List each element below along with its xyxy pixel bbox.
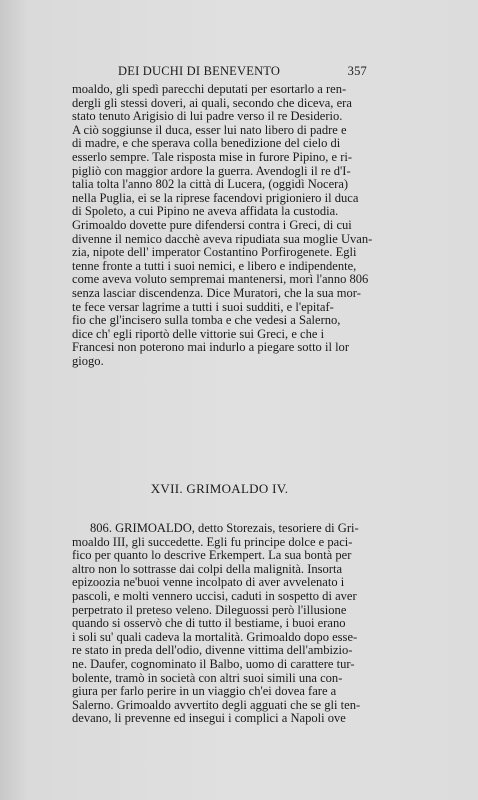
text-line: divenne il nemico dacchè aveva ripudiata sua moglie Uvan-: [72, 231, 373, 246]
text-line: pascoli, e molti vennero uccisi, caduti in sospetto di aver: [72, 588, 357, 603]
text-line: dice ch' egli riportò delle vittorie sui Greci, e che i: [72, 326, 325, 341]
text-line: nella Puglia, ei se la riprese facendovi prigioniero il duca: [72, 190, 359, 205]
text-line: stato tenuto Arigisio di lui padre verso il re Desiderio.: [72, 109, 343, 124]
text-line: pigliò con maggior ardore la guerra. Avendogli il re d'I-: [72, 163, 351, 178]
text-line: zia, nipote dell' imperator Costantino Porfirogenete. Egli: [72, 245, 357, 260]
paragraph-1: [72, 82, 373, 368]
text-line: bolente, tramò in società con altri suoi simili una con-: [72, 670, 343, 685]
text-line: esserlo sempre. Tale risposta mise in furore Pipino, e ri-: [72, 149, 353, 164]
text-line: giogo.: [72, 353, 104, 368]
text-line: come aveva voluto sempremai mantenersi, morì l'anno 806: [72, 272, 369, 287]
text-line: Grimoaldo dovette pure difendersi contra i Greci, di cui: [72, 217, 352, 232]
text-line: i soli su' quali cadeva la mortalità. Grimoaldo dopo esse-: [72, 629, 358, 644]
text-line: moaldo, gli spedì parecchi deputati per esortarlo a ren-: [72, 82, 347, 96]
text-line: moaldo III, gli succedette. Egli fu principe dolce e paci-: [72, 534, 353, 549]
text-line: ne. Daufer, cognominato il Balbo, uomo di carattere tur-: [72, 656, 355, 671]
text-line: dergli gli stessi doveri, ai quali, secondo che diceva, era: [72, 95, 352, 110]
text-line: Salerno. Grimoaldo avvertito degli agguati che se gli ten-: [72, 697, 361, 712]
text-line: Francesi non poterono mai indurlo a piegare sotto il lor: [72, 340, 350, 355]
text-line: te fece versar lagrime a tutti i suoi sudditi, e l'epitaf-: [72, 299, 334, 314]
text-line: A ciò soggiunse il duca, esser lui nato libero di padre e: [72, 122, 347, 137]
paragraph-2: [72, 522, 367, 726]
text-line: fico per quanto lo descrive Erkempert. La sua bontà per: [72, 548, 352, 563]
text-line: re stato in preda dell'odio, divenne vittima dell'ambizio-: [72, 643, 353, 658]
text-line: epizoozia ne'buoi venne incolpato di aver avvelenato i: [72, 575, 345, 590]
text-line: giura per farlo perire in un viaggio ch'ei dovea fare a: [72, 684, 337, 699]
text-line: 806. GRIMOALDO, detto Storezais, tesoriere di Gri-: [90, 521, 359, 535]
text-line: quando si osservò che di tutto il bestiame, i buoi erano: [72, 616, 346, 631]
text-line: di Spoleto, a cui Pipino ne aveva affidata la custodia.: [72, 204, 339, 219]
running-title: DEI DUCHI DI BENEVENTO: [118, 64, 281, 78]
text-line: di madre, e che sperava colla benedizione del cielo di: [72, 136, 341, 151]
text-line: senza lasciar discendenza. Dice Muratori, che la sua mor-: [72, 285, 361, 300]
text-line: tenne fronte a tutti i suoi nemici, e libero e indipendente,: [72, 258, 357, 273]
text-line: fio che gl'incisero sulla tomba e che vedesi a Salerno,: [72, 313, 341, 328]
text-line: talia tolta l'anno 802 la città di Lucera, (oggidì Nocera): [72, 177, 349, 192]
text-line: altro non lo sottrasse dai colpi della malignità. Insorta: [72, 561, 343, 576]
section-heading: XVII. GRIMOALDO IV.: [150, 481, 289, 496]
text-line: perpetrato il preteso veleno. Dileguossi però l'illusione: [72, 602, 347, 617]
text-line: devano, li prevenne ed insegui i complici a Napoli ove: [72, 711, 346, 726]
page-number: 357: [347, 64, 367, 78]
